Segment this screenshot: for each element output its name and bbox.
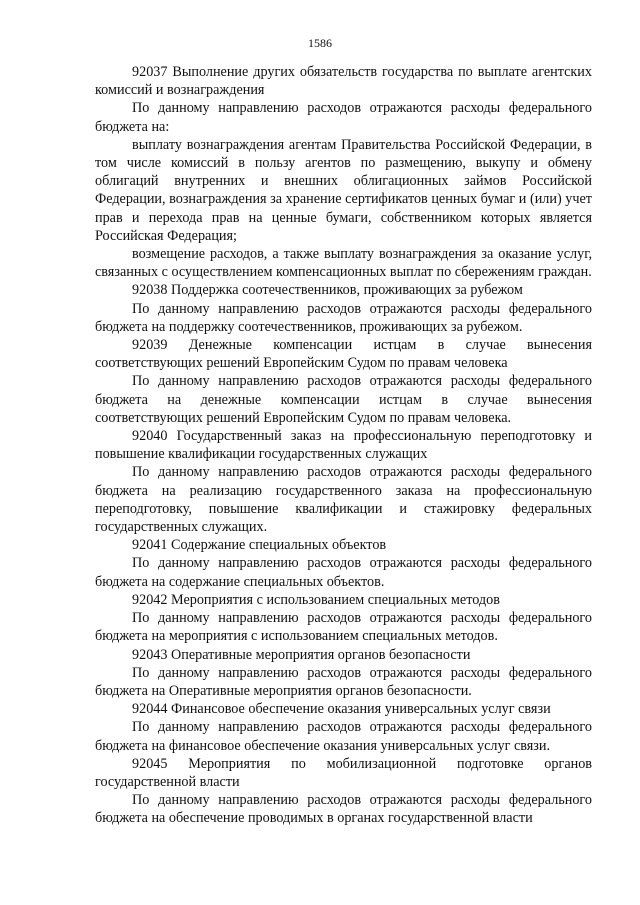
page-number: 1586 (308, 36, 332, 50)
paragraph: По данному направлению расходов отражаются расходы федерального бюджета на обеспечение проводимых в органах государственной власти (95, 792, 592, 827)
paragraph: По данному направлению расходов отражаются расходы федерального бюджета на Оперативные мероприятия органов безопасности. (95, 664, 592, 699)
paragraph: По данному направлению расходов отражаются расходы федерального бюджета на денежные компенсации истцам в случае вынесения соответствующих решений Европейским Судом по правам человека. (95, 373, 592, 426)
section-heading-92042: 92042 Мероприятия с использованием специальных методов (132, 591, 500, 608)
paragraph: выплату вознаграждения агентам Правительства Российской Федерации, в том числе комиссий в пользу агентов по размещению, выкупу и обмену облигаций внутренних и внешних облигационных займов Российской Федерации, вознаграждения за хранение сертификатов ценных бумаг и (или) учет прав и перехода прав на ценные бумаги, собственником которых является Российская Федерация; (95, 136, 592, 244)
paragraph: По данному направлению расходов отражаются расходы федерального бюджета на содержание специальных объектов. (95, 555, 592, 590)
paragraph: По данному направлению расходов отражаются расходы федерального бюджета на финансовое обеспечение оказания универсальных услуг связи. (95, 719, 592, 754)
section-heading-92039: 92039 Денежные компенсации истцам в случае вынесения соответствующих решений Европейским Судом по правам человека (95, 337, 592, 372)
paragraph: По данному направлению расходов отражаются расходы федерального бюджета на: (95, 100, 592, 135)
section-heading-92041: 92041 Содержание специальных объектов (132, 537, 387, 554)
section-heading-92040: 92040 Государственный заказ на профессиональную переподготовку и повышение квалификации государственных служащих (95, 428, 592, 463)
document-body (95, 63, 592, 828)
paragraph: По данному направлению расходов отражаются расходы федерального бюджета на мероприятия с использованием специальных методов. (95, 610, 592, 645)
section-heading-92043: 92043 Оперативные мероприятия органов безопасности (132, 646, 471, 663)
section-heading-92045: 92045 Мероприятия по мобилизационной подготовке органов государственной власти (95, 755, 592, 790)
section-heading-92044: 92044 Финансовое обеспечение оказания универсальных услуг связи (132, 701, 551, 718)
section-heading-92037: 92037 Выполнение других обязательств государства по выплате агентских комиссий и вознаграждения (95, 64, 592, 99)
paragraph: По данному направлению расходов отражаются расходы федерального бюджета на реализацию государственного заказа на профессиональную переподготовку, повышение квалификации и стажировку федеральных государственных служащих. (95, 464, 592, 536)
section-heading-92038: 92038 Поддержка соотечественников, проживающих за рубежом (132, 282, 523, 299)
paragraph: По данному направлению расходов отражаются расходы федерального бюджета на поддержку соотечественников, проживающих за рубежом. (95, 300, 592, 335)
paragraph: возмещение расходов, а также выплату вознаграждения за оказание услуг, связанных с осуществлением компенсационных выплат по сбережениям граждан. (95, 246, 592, 281)
